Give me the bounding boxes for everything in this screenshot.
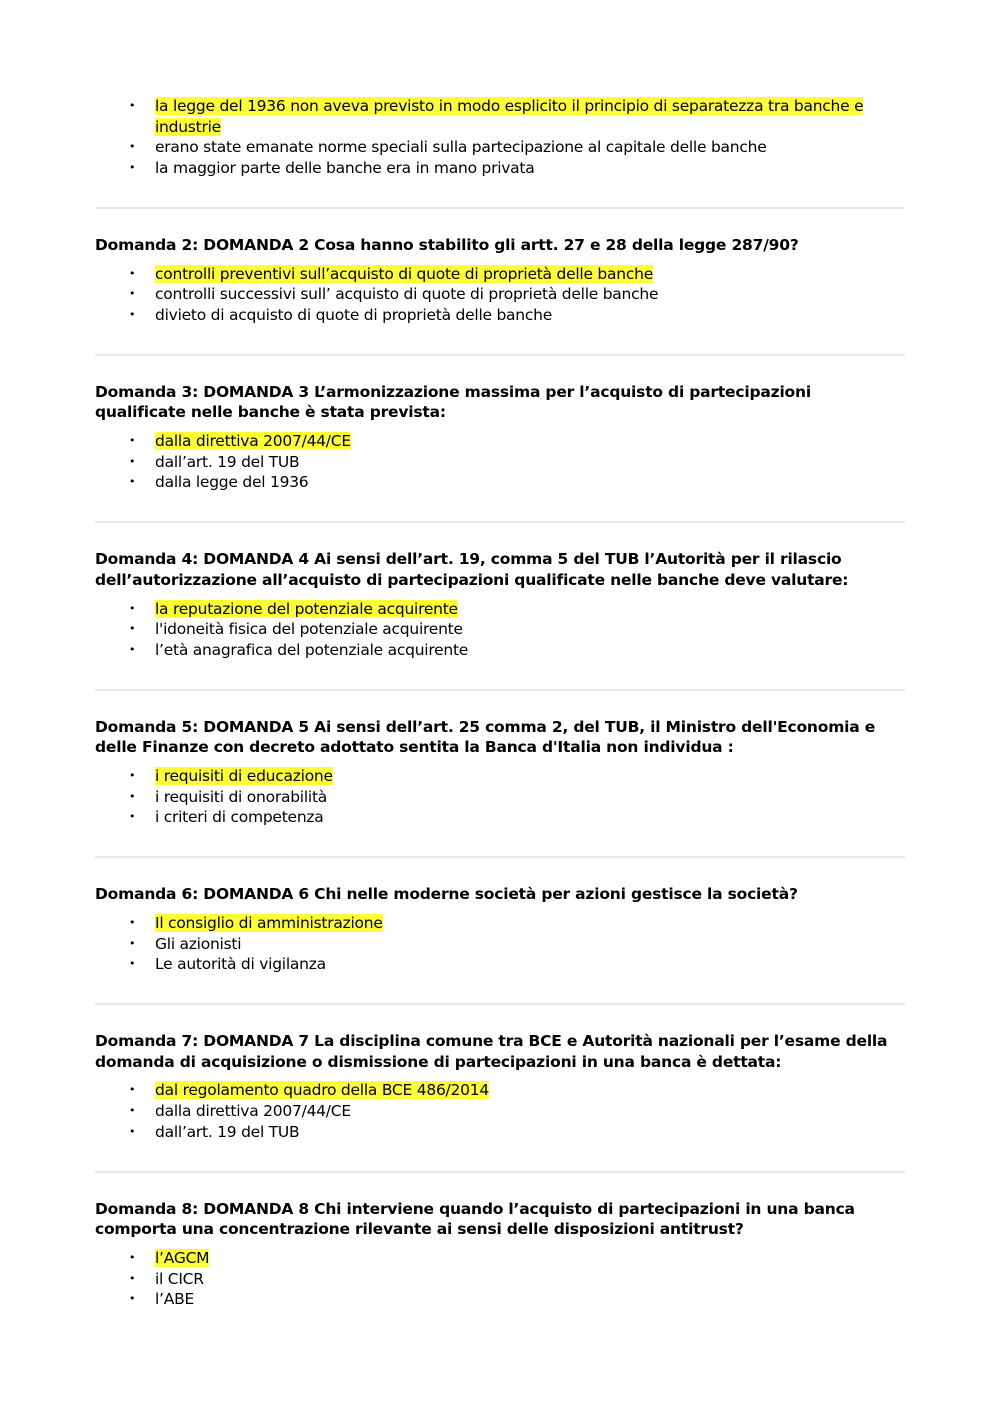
separator	[95, 354, 905, 356]
answer-text: i requisiti di onorabilità	[155, 787, 328, 806]
answer-text-correct: i requisiti di educazione	[155, 767, 333, 786]
bullet-icon: •	[129, 957, 136, 971]
bullet-icon: •	[129, 936, 136, 950]
answer-list-q1	[95, 96, 905, 179]
answer-text: il CICR	[155, 1269, 204, 1288]
bullet-icon: •	[129, 915, 136, 929]
bullet-icon: •	[129, 1292, 136, 1306]
answer-item	[95, 264, 905, 285]
bullet-icon: •	[129, 1104, 136, 1118]
bullet-icon: •	[129, 161, 136, 175]
separator	[95, 1171, 905, 1173]
answer-item	[95, 807, 905, 828]
bullet-icon: •	[129, 99, 136, 112]
question-block-4	[95, 549, 905, 691]
bullet-icon: •	[129, 454, 136, 468]
bullet-icon: •	[129, 266, 136, 280]
answer-text-correct: l’AGCM	[155, 1248, 210, 1267]
answer-list	[95, 264, 905, 326]
answer-item	[95, 158, 905, 179]
answer-text: Gli azionisti	[155, 934, 242, 953]
answer-text: i criteri di competenza	[155, 808, 324, 827]
answer-text: la maggior parte delle banche era in mano privata	[155, 159, 535, 178]
answer-item	[95, 305, 905, 326]
answer-list	[95, 599, 905, 661]
answer-text-correct: dalla direttiva 2007/44/CE	[155, 432, 351, 451]
answer-item	[95, 452, 905, 473]
bullet-icon: •	[129, 140, 136, 154]
bullet-icon: •	[129, 1250, 136, 1264]
answer-text-correct: Il consiglio di amministrazione	[155, 913, 383, 932]
answer-list	[95, 431, 905, 493]
answer-text: dalla direttiva 2007/44/CE	[155, 1102, 351, 1121]
answer-item	[95, 1122, 905, 1143]
question-block-8	[95, 1199, 905, 1311]
answer-item	[95, 934, 905, 955]
bullet-icon: •	[129, 789, 136, 803]
bullet-icon: •	[129, 769, 136, 783]
answer-text: l’età anagrafica del potenziale acquirente	[155, 640, 469, 659]
bullet-icon: •	[129, 622, 136, 636]
question-title: Domanda 4: DOMANDA 4 Ai sensi dell’art. 19, comma 5 del TUB l’Autorità per il rilascio dell’autorizzazione all’acquisto di partecipazioni qualificate nelle banche deve valutare:	[95, 550, 849, 589]
answer-item	[95, 137, 905, 158]
separator	[95, 1003, 905, 1005]
answer-item	[95, 1248, 905, 1269]
answer-text-correct: la legge del 1936 non aveva previsto in modo esplicito il principio di separatezza tra banche e industrie	[155, 97, 864, 136]
bullet-icon: •	[129, 810, 136, 824]
question-block-7	[95, 1031, 905, 1173]
answer-item	[95, 766, 905, 787]
question-title: Domanda 2: DOMANDA 2 Cosa hanno stabilito gli artt. 27 e 28 della legge 287/90?	[95, 235, 799, 254]
bullet-icon: •	[129, 1124, 136, 1138]
answer-text: divieto di acquisto di quote di proprietà delle banche	[155, 305, 553, 324]
separator	[95, 207, 905, 209]
answer-text: erano state emanate norme speciali sulla partecipazione al capitale delle banche	[155, 138, 767, 157]
answer-list	[95, 1248, 905, 1310]
bullet-icon: •	[129, 434, 136, 448]
question-block-3	[95, 382, 905, 524]
bullet-icon: •	[129, 307, 136, 321]
answer-item	[95, 913, 905, 934]
answer-text-correct: controlli preventivi sull’acquisto di quote di proprietà delle banche	[155, 264, 653, 283]
answer-text: l'idoneità fisica del potenziale acquirente	[155, 620, 463, 639]
answer-item	[95, 284, 905, 305]
question-title: Domanda 5: DOMANDA 5 Ai sensi dell’art. 25 comma 2, del TUB, il Ministro dell'Economia e delle Finanze con decreto adottato sentita la Banca d'Italia non individua :	[95, 717, 876, 757]
answer-item	[95, 787, 905, 808]
bullet-icon: •	[129, 642, 136, 656]
question-title: Domanda 7: DOMANDA 7 La disciplina comune tra BCE e Autorità nazionali per l’esame della domanda di acquisizione o dismissione di partecipazioni in una banca è dettata:	[95, 1031, 888, 1071]
answer-item	[95, 954, 905, 975]
answer-text-correct: dal regolamento quadro della BCE 486/2014	[155, 1081, 489, 1100]
question-block-6	[95, 884, 905, 1005]
answer-text-correct: la reputazione del potenziale acquirente	[155, 599, 458, 618]
question-title: Domanda 3: DOMANDA 3 L’armonizzazione massima per l’acquisto di partecipazioni qualificate nelle banche è stata prevista:	[95, 382, 811, 422]
answer-list	[95, 766, 905, 828]
answer-item	[95, 599, 905, 620]
question-block-2	[95, 235, 905, 356]
separator	[95, 689, 905, 691]
bullet-icon: •	[129, 1271, 136, 1285]
answer-item	[95, 431, 905, 452]
answer-text: controlli successivi sull’ acquisto di quote di proprietà delle banche	[155, 285, 659, 304]
answer-list	[95, 1080, 905, 1142]
question-title: Domanda 6: DOMANDA 6 Chi nelle moderne società per azioni gestisce la società?	[95, 885, 798, 904]
answer-item	[95, 619, 905, 640]
question-title: Domanda 8: DOMANDA 8 Chi interviene quando l’acquisto di partecipazioni in una banca comporta una concentrazione rilevante ai sensi delle disposizioni antitrust?	[95, 1199, 855, 1239]
answer-item	[95, 1289, 905, 1310]
answer-item	[95, 640, 905, 661]
answer-item	[95, 472, 905, 493]
answer-item	[95, 96, 905, 137]
answer-text: dalla legge del 1936	[155, 473, 309, 492]
bullet-icon: •	[129, 475, 136, 489]
answer-list	[95, 913, 905, 975]
answer-text: dall’art. 19 del TUB	[155, 1122, 300, 1141]
bullet-icon: •	[129, 1083, 136, 1097]
answer-text: l’ABE	[155, 1290, 195, 1309]
separator	[95, 521, 905, 523]
answer-text: dall’art. 19 del TUB	[155, 452, 300, 471]
answer-item	[95, 1080, 905, 1101]
quiz-document	[95, 96, 905, 1310]
answer-text: Le autorità di vigilanza	[155, 955, 326, 974]
bullet-icon: •	[129, 287, 136, 301]
separator	[95, 856, 905, 858]
bullet-icon: •	[129, 601, 136, 615]
question-block-5	[95, 717, 905, 859]
answer-item	[95, 1269, 905, 1290]
answer-item	[95, 1101, 905, 1122]
